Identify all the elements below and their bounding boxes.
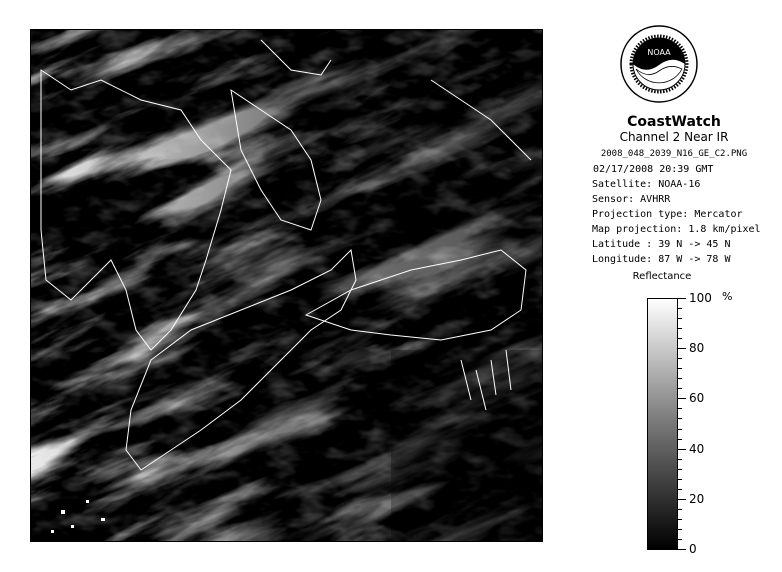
colorbar-tick-label: 80 (689, 341, 705, 355)
colorbar-minor-tick (678, 459, 682, 460)
colorbar-minor-tick (678, 338, 682, 339)
colorbar-minor-tick (678, 408, 682, 409)
colorbar-minor-tick (678, 328, 682, 329)
reflectance-colorbar (647, 298, 678, 550)
colorbar-minor-tick (678, 529, 682, 530)
colorbar-major-tick (678, 398, 686, 399)
colorbar-minor-tick (678, 388, 682, 389)
projection-type: Projection type: Mercator (592, 209, 743, 220)
colorbar-tick-label: 60 (689, 391, 705, 405)
colorbar-unit: % (722, 290, 733, 303)
sensor-info: Sensor: AVHRR (592, 194, 671, 205)
colorbar-minor-tick (678, 368, 682, 369)
colorbar-minor-tick (678, 358, 682, 359)
colorbar-major-tick (678, 549, 686, 550)
colorbar-minor-tick (678, 418, 682, 419)
colorbar-minor-tick (678, 539, 682, 540)
acquisition-datetime: 02/17/2008 20:39 GMT (593, 164, 714, 175)
colorbar-major-tick (678, 348, 686, 349)
colorbar-tick-label: 40 (689, 442, 705, 456)
colorbar-tick-label: 0 (689, 542, 697, 556)
longitude-range: Longitude: 87 W -> 78 W (592, 254, 731, 265)
latitude-range: Latitude : 39 N -> 45 N (592, 239, 731, 250)
colorbar-title: Reflectance (632, 271, 692, 282)
colorbar-major-tick (678, 499, 686, 500)
colorbar-minor-tick (678, 439, 682, 440)
logo-text: NOAA (647, 48, 671, 57)
colorbar-tick-label: 20 (689, 492, 705, 506)
satellite-image (30, 29, 543, 542)
colorbar-minor-tick (678, 429, 682, 430)
colorbar-major-tick (678, 298, 686, 299)
colorbar-minor-tick (678, 378, 682, 379)
colorbar-minor-tick (678, 489, 682, 490)
colorbar-minor-tick (678, 519, 682, 520)
colorbar-major-tick (678, 449, 686, 450)
colorbar-minor-tick (678, 479, 682, 480)
colorbar-minor-tick (678, 308, 682, 309)
colorbar-minor-tick (678, 469, 682, 470)
brand-title: CoastWatch (627, 114, 721, 130)
channel-label: Channel 2 Near IR (619, 130, 729, 144)
colorbar-tick-label: 100 (689, 291, 712, 305)
satellite-info: Satellite: NOAA-16 (592, 179, 701, 190)
map-projection: Map projection: 1.8 km/pixel (592, 224, 761, 235)
colorbar-minor-tick (678, 318, 682, 319)
image-filename: 2008_048_2039_N16_GE_C2.PNG (600, 149, 748, 159)
colorbar-minor-tick (678, 509, 682, 510)
noaa-logo (620, 25, 698, 103)
